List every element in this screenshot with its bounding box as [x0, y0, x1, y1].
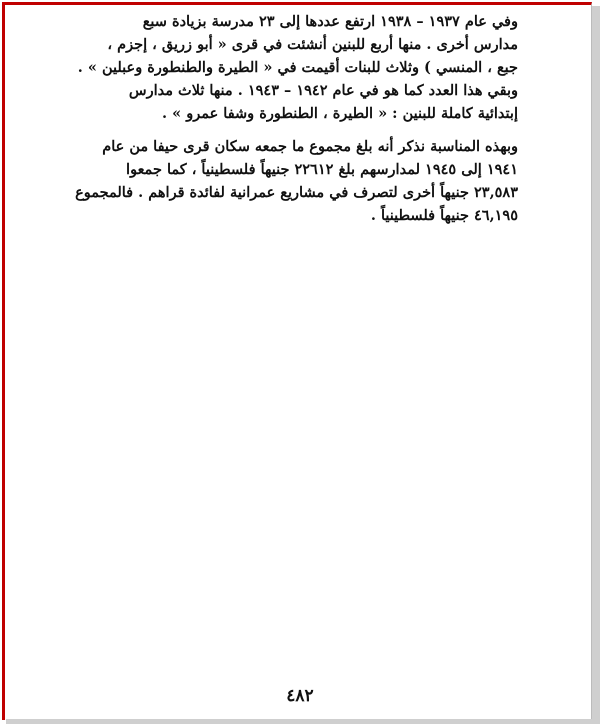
text-line: ٤٦,١٩٥ جنيهاً فلسطينياً .	[370, 207, 518, 224]
paragraph-1	[77, 10, 518, 79]
page-shadow-bottom	[6, 719, 600, 724]
text-line: وبقي هذا العدد كما هو في عام ١٩٤٢ – ١٩٤٣ . منها ثلاث مدارس	[128, 82, 518, 99]
text-line: مدارس أخرى . منها أربع للبنين أنشئت في قرى « أبو زريق ، إجزم ،	[107, 36, 518, 53]
page-shadow-right	[592, 6, 600, 724]
text-line: وبهذه المناسبة نذكر أنه بلغ مجموع ما جمعه سكان قرى حيفا من عام	[102, 138, 518, 155]
paragraph-2	[86, 79, 518, 125]
text-line: ٢٣,٥٨٣ جنيهاً أخرى لتصرف في مشاريع عمرانية لفائدة قراهم . فالمجموع	[75, 184, 518, 201]
text-line: إبتدائية كاملة للبنين : « الطيرة ، الطنطورة وشفا عمرو » .	[161, 105, 518, 122]
document-body	[75, 10, 518, 227]
paragraph-3	[75, 135, 518, 227]
text-line: جبع ، المنسي ) وثلاث للبنات أقيمت في « الطيرة والطنطورة وعبلين » .	[77, 59, 518, 76]
text-line: وفي عام ١٩٣٧ – ١٩٣٨ ارتفع عددها إلى ٢٣ مدرسة بزيادة سبع	[142, 13, 518, 30]
text-line: ١٩٤١ إلى ١٩٤٥ لمدارسهم بلغ ٢٢٦١٢ جنيهاً فلسطينياً ، كما جمعوا	[126, 161, 518, 178]
page-number: ٤٨٢	[286, 686, 314, 706]
